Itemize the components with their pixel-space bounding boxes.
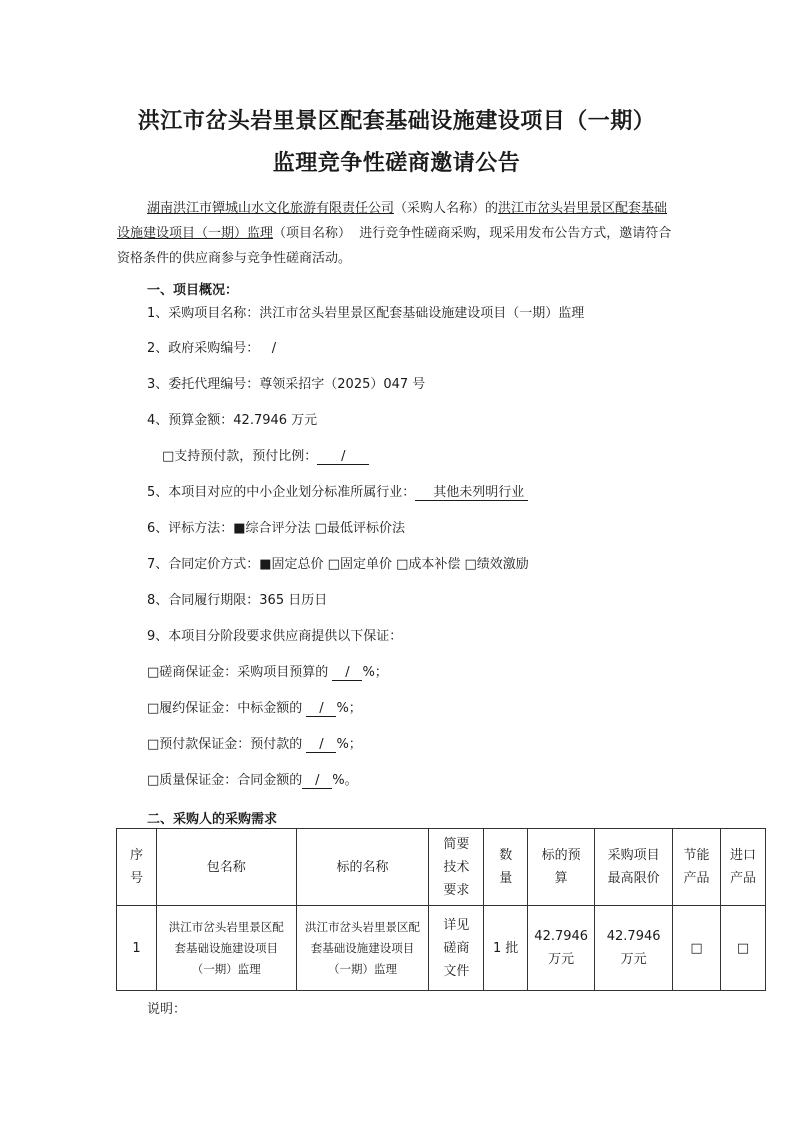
guarantee-quality-value: / bbox=[302, 773, 332, 789]
item-eval-method: 6、评标方法：■综合评分法 □最低评标价法 bbox=[147, 521, 405, 536]
title-line-1: 洪江市岔头岩里景区配套基础设施建设项目（一期） bbox=[137, 108, 656, 134]
cell-package: 洪江市岔头岩里景区配套基础设施建设项目（一期）监理 bbox=[156, 906, 296, 991]
guarantee-prepayment-value: / bbox=[306, 737, 336, 753]
cell-energy: □ bbox=[673, 906, 721, 991]
item-budget: 4、预算金额：42.7946 万元 bbox=[147, 413, 318, 428]
purchaser-name: 湖南洪江市镡城山水文化旅游有限责任公司 bbox=[147, 201, 395, 216]
intro-paragraph bbox=[117, 196, 677, 271]
guarantee-quality-label: □质量保证金：合同金额的 bbox=[147, 773, 303, 788]
project-note: （项目名称） bbox=[273, 226, 352, 241]
item-guarantee-intro: 9、本项目分阶段要求供应商提供以下保证： bbox=[147, 629, 403, 644]
guarantee-performance-pct: %； bbox=[336, 701, 362, 716]
section-2-title: 二、采购人的采购需求 bbox=[147, 812, 278, 827]
guarantee-prepayment-label: □预付款保证金：预付款的 bbox=[147, 737, 303, 752]
item-industry bbox=[147, 481, 528, 501]
cell-tech: 详见 磋商 文件 bbox=[429, 906, 484, 991]
item-project-name: 1、采购项目名称：洪江市岔头岩里景区配套基础设施建设项目（一期）监理 bbox=[147, 306, 585, 321]
header-tech: 简要 技术 要求 bbox=[429, 829, 484, 906]
intro-tail: 进行竞争性磋商采购，现采用发布公告方式，邀请符合资格条件的供应商参与竞争性磋商活动。 bbox=[117, 226, 672, 266]
item-prepay bbox=[162, 445, 369, 465]
cell-limit: 42.7946 万元 bbox=[595, 906, 673, 991]
header-limit: 采购项目 最高限价 bbox=[595, 829, 673, 906]
item-agent-number: 3、委托代理编号：尊领采招字（2025）047 号 bbox=[147, 377, 426, 392]
cell-subject: 洪江市岔头岩里景区配套基础设施建设项目（一期）监理 bbox=[296, 906, 429, 991]
item-gov-number bbox=[147, 337, 276, 356]
header-import: 进口 产品 bbox=[721, 829, 766, 906]
requirements-table bbox=[116, 828, 766, 991]
guarantee-bid-label: □磋商保证金：采购项目预算的 bbox=[147, 665, 329, 680]
item-period: 8、合同履行期限：365 日历日 bbox=[147, 593, 328, 608]
cell-qty: 1 批 bbox=[484, 906, 528, 991]
cell-seq: 1 bbox=[117, 906, 157, 991]
header-package: 包名称 bbox=[156, 829, 296, 906]
project-name: 洪江市岔头岩里景区配套基础设施建设项目（一期）监理 bbox=[117, 201, 668, 241]
cell-import: □ bbox=[721, 906, 766, 991]
header-qty: 数 量 bbox=[484, 829, 528, 906]
purchaser-note: （采购人名称）的 bbox=[394, 201, 499, 216]
prepay-value: / bbox=[317, 449, 369, 465]
guarantee-bid bbox=[147, 661, 388, 681]
note-label: 说明： bbox=[147, 1002, 187, 1017]
section-1-title: 一、项目概况： bbox=[147, 283, 239, 298]
item-pricing: 7、合同定价方式：■固定总价 □固定单价 □成本补偿 □绩效激励 bbox=[147, 557, 529, 572]
guarantee-prepayment bbox=[147, 733, 362, 753]
cell-budget: 42.7946 万元 bbox=[528, 906, 595, 991]
table-row bbox=[117, 906, 766, 991]
guarantee-bid-value: / bbox=[332, 665, 362, 681]
prepay-label: □支持预付款，预付比例： bbox=[162, 449, 318, 464]
table-header-row bbox=[117, 829, 766, 906]
guarantee-performance bbox=[147, 697, 362, 717]
guarantee-bid-pct: %； bbox=[362, 665, 388, 680]
gov-number-label: 2、政府采购编号： bbox=[147, 341, 260, 356]
gov-number-value: / bbox=[271, 341, 277, 356]
header-budget: 标的预 算 bbox=[528, 829, 595, 906]
header-energy: 节能 产品 bbox=[673, 829, 721, 906]
title-line-2: 监理竞争性磋商邀请公告 bbox=[272, 150, 521, 176]
header-seq: 序 号 bbox=[117, 829, 157, 906]
guarantee-quality-pct: %。 bbox=[332, 773, 358, 788]
industry-label: 5、本项目对应的中小企业划分标准所属行业： bbox=[147, 485, 416, 500]
guarantee-performance-value: / bbox=[306, 701, 336, 717]
industry-value: 其他未列明行业 bbox=[415, 481, 528, 501]
header-subject: 标的名称 bbox=[296, 829, 429, 906]
guarantee-performance-label: □履约保证金：中标金额的 bbox=[147, 701, 303, 716]
guarantee-prepayment-pct: %； bbox=[336, 737, 362, 752]
guarantee-quality bbox=[147, 769, 358, 789]
